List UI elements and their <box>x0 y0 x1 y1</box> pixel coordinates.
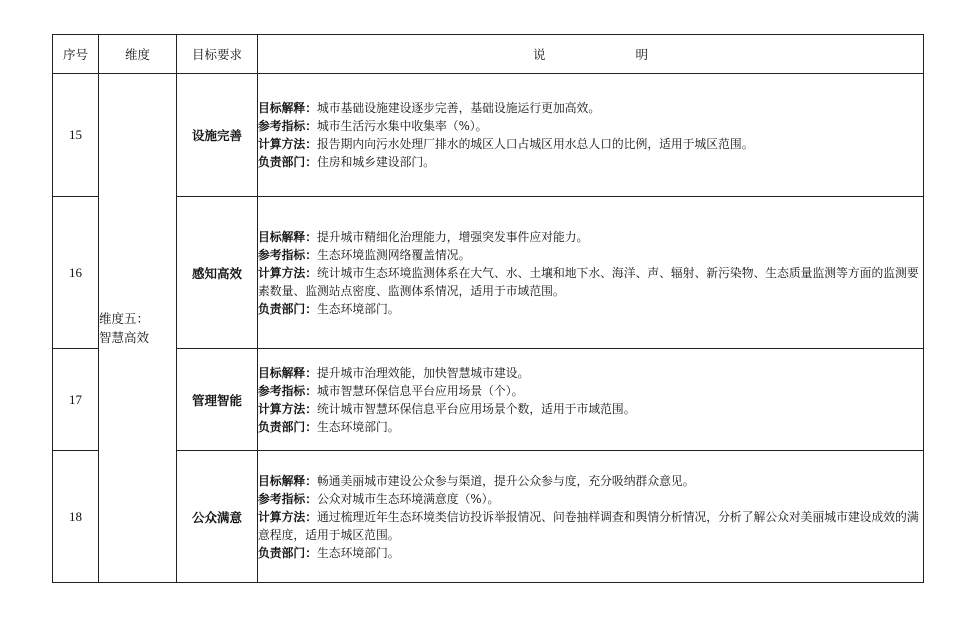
goal-cell: 感知高效 <box>177 197 258 349</box>
row-number: 18 <box>53 451 99 583</box>
dimension-cell <box>99 74 177 583</box>
explain-line <box>258 99 923 117</box>
method-line <box>258 400 923 418</box>
method-line <box>258 264 923 300</box>
explain-label: 目标解释： <box>258 229 317 244</box>
dept-text: 生态环境部门。 <box>317 419 400 434</box>
method-text: 统计城市智慧环保信息平台应用场景个数，适用于市域范围。 <box>317 401 636 416</box>
method-label: 计算方法： <box>258 137 317 151</box>
dept-text: 生态环境部门。 <box>317 301 400 316</box>
method-line <box>258 508 923 544</box>
row-number: 16 <box>53 197 99 349</box>
indicator-text: 城市智慧环保信息平台应用场景（个）。 <box>317 383 524 398</box>
indicator-table <box>52 34 924 583</box>
dept-label: 负责部门： <box>258 419 317 434</box>
dept-label: 负责部门： <box>258 545 317 560</box>
dept-text: 生态环境部门。 <box>317 545 400 560</box>
row-number: 17 <box>53 349 99 451</box>
explain-text: 提升城市精细化治理能力，增强突发事件应对能力。 <box>317 229 589 244</box>
explain-line <box>258 472 923 490</box>
header-desc-char-2: 明 <box>635 47 649 62</box>
description-cell <box>258 197 924 349</box>
goal-cell: 公众满意 <box>177 451 258 583</box>
goal-cell: 管理智能 <box>177 349 258 451</box>
indicator-line <box>258 246 923 264</box>
header-desc-char-1: 说 <box>532 47 546 62</box>
indicator-line <box>258 382 923 400</box>
indicator-label: 参考指标： <box>258 491 317 506</box>
table-row <box>53 451 924 583</box>
dept-line <box>258 418 923 436</box>
table-header-row <box>53 35 924 74</box>
goal-cell: 设施完善 <box>177 74 258 197</box>
method-label: 计算方法： <box>258 401 317 416</box>
dimension-name: 智慧高效 <box>99 330 150 345</box>
indicator-text: 城市生活污水集中收集率（%）。 <box>317 119 488 133</box>
dimension-label: 维度五： <box>99 311 150 326</box>
method-text: 统计城市生态环境监测体系在大气、水、土壤和地下水、海洋、声、辐射、新污染物、生态质量监测等方面的监测要素数量、监测站点密度、监测体系情况，适用于市域范围。 <box>258 265 919 298</box>
indicator-line <box>258 117 923 135</box>
header-goal: 目标要求 <box>177 35 258 74</box>
method-line <box>258 135 923 153</box>
indicator-text: 公众对城市生态环境满意度（%）。 <box>317 491 500 506</box>
dept-text: 住房和城乡建设部门。 <box>317 155 435 169</box>
explain-line <box>258 364 923 382</box>
table-row <box>53 197 924 349</box>
description-cell <box>258 451 924 583</box>
description-cell <box>258 349 924 451</box>
dept-label: 负责部门： <box>258 155 317 169</box>
dept-line <box>258 153 923 171</box>
indicator-line <box>258 490 923 508</box>
header-seq: 序号 <box>53 35 99 74</box>
row-number: 15 <box>53 74 99 197</box>
description-cell <box>258 74 924 197</box>
explain-label: 目标解释： <box>258 365 317 380</box>
explain-label: 目标解释： <box>258 473 317 488</box>
explain-text: 城市基础设施建设逐步完善，基础设施运行更加高效。 <box>317 101 601 115</box>
method-text: 通过梳理近年生态环境类信访投诉举报情况、问卷抽样调查和舆情分析情况，分析了解公众对美丽城市建设成效的满意程度，适用于城区范围。 <box>258 509 919 542</box>
explain-label: 目标解释： <box>258 101 317 115</box>
table-row <box>53 74 924 197</box>
indicator-text: 生态环境监测网络覆盖情况。 <box>317 247 471 262</box>
indicator-label: 参考指标： <box>258 383 317 398</box>
explain-line <box>258 228 923 246</box>
explain-text: 畅通美丽城市建设公众参与渠道，提升公众参与度，充分吸纳群众意见。 <box>317 473 695 488</box>
dept-label: 负责部门： <box>258 301 317 316</box>
dept-line <box>258 544 923 562</box>
header-description <box>258 35 924 74</box>
header-dimension: 维度 <box>99 35 177 74</box>
method-text: 报告期内向污水处理厂排水的城区人口占城区用水总人口的比例，适用于城区范围。 <box>317 137 754 151</box>
method-label: 计算方法： <box>258 265 317 280</box>
explain-text: 提升城市治理效能，加快智慧城市建设。 <box>317 365 530 380</box>
table-row <box>53 349 924 451</box>
dept-line <box>258 300 923 318</box>
method-label: 计算方法： <box>258 509 317 524</box>
indicator-label: 参考指标： <box>258 247 317 262</box>
indicator-label: 参考指标： <box>258 119 317 133</box>
